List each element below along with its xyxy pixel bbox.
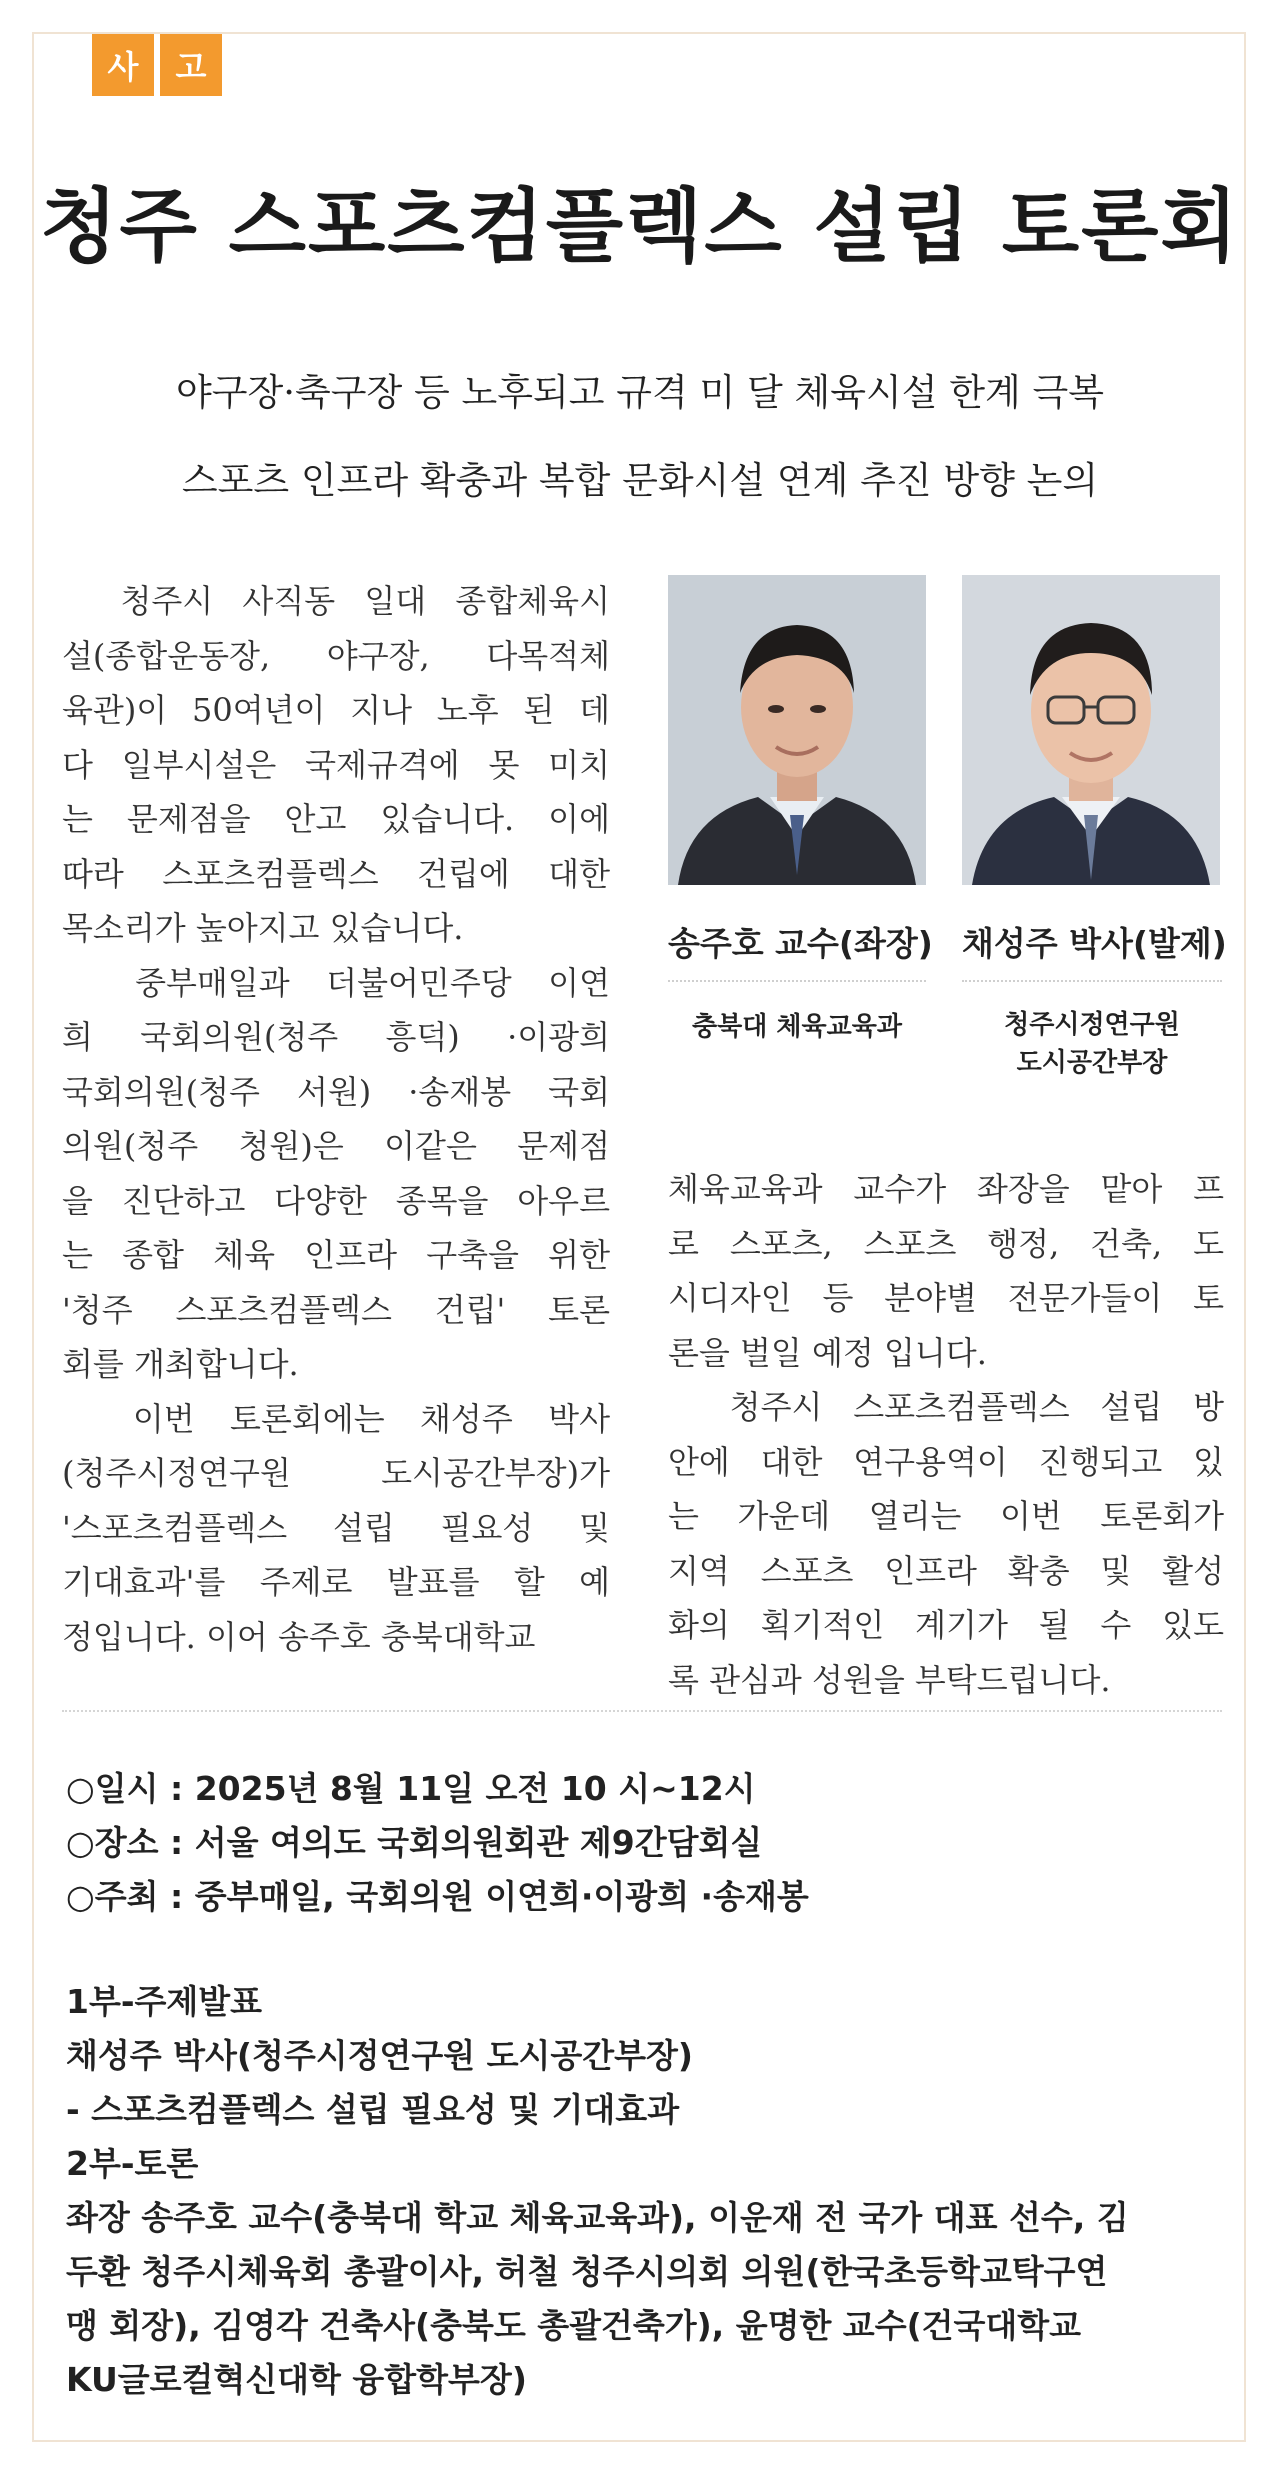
event-info bbox=[66, 1762, 809, 1924]
info-venue: ○장소 : 서울 여의도 국회의원회관 제9간담회실 bbox=[66, 1823, 763, 1862]
program-panel-line: 좌장 송주호 교수(충북대 학교 체육교육과), 이운재 전 국가 대표 선수, 김 bbox=[66, 2198, 1129, 2237]
body-line: 다 일부시설은 국제규격에 못 미치 bbox=[62, 745, 610, 784]
body-line: 설(종합운동장, 야구장, 다목적체 bbox=[62, 636, 610, 675]
program-part-2: 2부-토론 bbox=[66, 2144, 199, 2183]
notice-badge bbox=[92, 34, 222, 96]
body-line: 록 관심과 성원을 부탁드립니다. bbox=[668, 1660, 1111, 1699]
body-line: 목소리가 높아지고 있습니다. bbox=[62, 909, 464, 947]
divider bbox=[962, 980, 1222, 982]
article-body-right bbox=[668, 1162, 1224, 1707]
badge-char: 고 bbox=[160, 34, 222, 96]
badge-char: 사 bbox=[92, 34, 154, 96]
body-line: 희 국회의원(청주 흥덕) ·이광희 bbox=[62, 1018, 610, 1056]
body-line: 는 가운데 열리는 이번 토론회가 bbox=[668, 1497, 1224, 1535]
program-panel-line: 두환 청주시체육회 총괄이사, 허철 청주시의회 의원(한국초등학교탁구연 bbox=[66, 2252, 1108, 2291]
body-line: (청주시정연구원 도시공간부장)가 bbox=[62, 1454, 610, 1492]
portrait-icon bbox=[668, 575, 926, 885]
program-presenter: 채성주 박사(청주시정연구원 도시공간부장) bbox=[66, 2036, 693, 2075]
program-topic: - 스포츠컴플렉스 설립 필요성 및 기대효과 bbox=[66, 2090, 680, 2129]
body-line: 의원(청주 청원)은 이같은 문제점 bbox=[62, 1127, 610, 1165]
body-line: 정입니다. 이어 송주호 충북대학교 bbox=[62, 1617, 536, 1656]
body-line: '청주 스포츠컴플렉스 건립' 토론 bbox=[62, 1290, 610, 1329]
person-affiliation bbox=[962, 1006, 1222, 1082]
affiliation-line: 충북대 체육교육과 bbox=[692, 1012, 902, 1042]
affiliation-line: 도시공간부장 bbox=[1016, 1048, 1168, 1078]
body-line: 로 스포츠, 스포츠 행정, 건축, 도 bbox=[668, 1224, 1224, 1263]
body-line: '스포츠컴플렉스 설립 필요성 및 bbox=[62, 1508, 610, 1547]
affiliation-line: 청주시정연구원 bbox=[1004, 1010, 1180, 1040]
body-line: 는 종합 체육 인프라 구축을 위한 bbox=[62, 1236, 610, 1274]
body-line: 시디자인 등 분야별 전문가들이 토 bbox=[668, 1279, 1224, 1317]
photo-song-juho bbox=[668, 575, 926, 885]
body-line: 안에 대한 연구용역이 진행되고 있 bbox=[668, 1442, 1224, 1481]
body-line: 는 문제점을 안고 있습니다. 이에 bbox=[62, 800, 610, 838]
article-body-left bbox=[62, 574, 610, 1664]
person-name: 송주호 교수(좌장) bbox=[668, 924, 933, 963]
photo-chae-seongju bbox=[962, 575, 1220, 885]
program-schedule bbox=[66, 1975, 1222, 2407]
body-line: 따라 스포츠컴플렉스 건립에 대한 bbox=[62, 854, 610, 893]
body-line: 중부매일과 더불어민주당 이연 bbox=[62, 963, 610, 1002]
body-line: 지역 스포츠 인프라 확충 및 활성 bbox=[668, 1551, 1224, 1590]
body-line: 청주시 사직동 일대 종합체육시 bbox=[62, 582, 610, 620]
program-panel-line: KU글로컬혁신대학 융합학부장) bbox=[66, 2360, 527, 2399]
body-line: 청주시 스포츠컴플렉스 설립 방 bbox=[668, 1388, 1224, 1426]
portrait-icon bbox=[962, 575, 1220, 885]
body-line: 화의 획기적인 계기가 될 수 있도 bbox=[668, 1606, 1224, 1644]
program-panel-line: 맹 회장), 김영각 건축사(충북도 총괄건축가), 윤명한 교수(건국대학교 bbox=[66, 2306, 1082, 2345]
body-line: 이번 토론회에는 채성주 박사 bbox=[62, 1399, 610, 1438]
divider bbox=[668, 980, 926, 982]
info-date: ○일시 : 2025년 8월 11일 오전 10 시~12시 bbox=[66, 1769, 756, 1808]
body-line: 육관)이 50여년이 지나 노후 된 데 bbox=[62, 691, 610, 729]
body-line: 체육교육과 교수가 좌장을 맡아 프 bbox=[668, 1170, 1224, 1208]
subheadline: 야구장·축구장 등 노후되고 규격 미 달 체육시설 한계 극복 bbox=[176, 371, 1104, 414]
section-divider bbox=[62, 1710, 1222, 1712]
body-line: 기대효과'를 주제로 발표를 할 예 bbox=[62, 1563, 610, 1601]
body-line: 을 진단하고 다양한 종목을 아우르 bbox=[62, 1181, 610, 1220]
person-affiliation bbox=[668, 1006, 926, 1043]
info-host: ○주최 : 중부매일, 국회의원 이연희·이광희 ·송재봉 bbox=[66, 1877, 809, 1916]
headline: 청주 스포츠컴플렉스 설립 토론회 bbox=[40, 180, 1240, 273]
body-line: 론을 벌일 예정 입니다. bbox=[668, 1333, 987, 1372]
person-name: 채성주 박사(발제) bbox=[962, 924, 1227, 963]
body-line: 국회의원(청주 서원) ·송재봉 국회 bbox=[62, 1072, 610, 1111]
body-line: 회를 개최합니다. bbox=[62, 1345, 299, 1383]
program-part-1: 1부-주제발표 bbox=[66, 1982, 263, 2021]
subheadline: 스포츠 인프라 확충과 복합 문화시설 연계 추진 방향 논의 bbox=[181, 459, 1099, 502]
